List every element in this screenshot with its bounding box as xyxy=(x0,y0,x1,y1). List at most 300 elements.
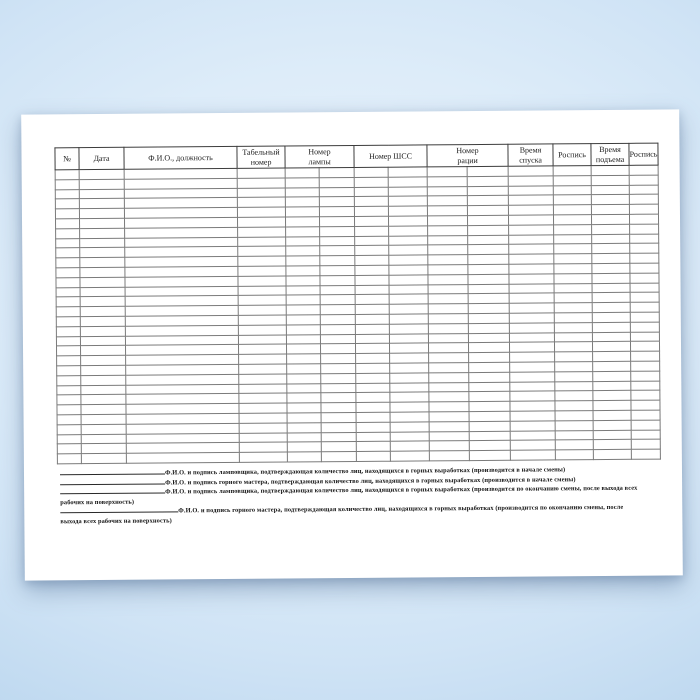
table-cell xyxy=(510,450,555,460)
table-cell xyxy=(79,179,124,189)
table-cell xyxy=(238,315,286,325)
table-cell xyxy=(554,283,592,293)
table-cell xyxy=(469,431,510,441)
footer-line-text: Ф.И.О. и подпись ламповщика, подтверждающая количество лиц, находящихся в горных выработках (производится по окончанию смены, после выхода всех рабочих на поверхность) xyxy=(60,484,638,506)
table-cell xyxy=(287,403,321,413)
table-cell xyxy=(57,385,81,395)
table-cell xyxy=(286,227,320,237)
table-cell xyxy=(389,255,428,265)
table-cell xyxy=(81,375,126,385)
column-header-signature-1: Роспись xyxy=(553,144,591,166)
table-cell xyxy=(389,216,428,226)
table-cell xyxy=(389,226,428,236)
table-cell xyxy=(321,412,356,422)
table-cell xyxy=(555,420,593,430)
table-cell xyxy=(81,414,126,424)
table-cell xyxy=(287,383,321,393)
shift-register-table xyxy=(54,143,661,465)
table-cell xyxy=(320,314,355,324)
table-cell xyxy=(469,450,510,460)
signature-blank-line xyxy=(60,489,165,495)
table-cell xyxy=(468,284,509,294)
table-cell xyxy=(429,343,469,353)
column-header-row-number: № xyxy=(55,148,79,170)
table-cell xyxy=(286,334,320,344)
table-cell xyxy=(80,297,125,307)
table-cell xyxy=(56,258,80,268)
table-cell xyxy=(468,264,509,274)
table-cell xyxy=(630,273,659,283)
table-cell xyxy=(319,197,354,207)
table-cell xyxy=(237,168,285,178)
table-cell xyxy=(238,227,286,237)
table-cell xyxy=(286,315,320,325)
table-cell xyxy=(591,175,629,185)
table-cell xyxy=(356,363,390,373)
column-header-descent-time: Время спуска xyxy=(508,144,553,166)
table-cell xyxy=(631,420,660,430)
table-cell xyxy=(80,267,125,277)
table-cell xyxy=(427,196,467,206)
table-cell xyxy=(592,302,630,312)
table-cell xyxy=(593,381,631,391)
table-cell xyxy=(238,286,286,296)
table-cell xyxy=(389,324,428,334)
table-cell xyxy=(591,165,629,175)
column-header-payroll-number: Табельный номер xyxy=(237,146,285,168)
table-cell xyxy=(81,385,126,395)
table-cell xyxy=(321,403,356,413)
table-cell xyxy=(81,355,126,365)
table-cell xyxy=(81,453,126,463)
table-cell xyxy=(57,395,81,405)
table-cell xyxy=(593,361,631,371)
table-cell xyxy=(320,344,355,354)
table-cell xyxy=(428,294,468,304)
column-header-shss-number: Номер ШСС xyxy=(354,145,427,168)
table-cell xyxy=(592,234,630,244)
table-cell xyxy=(286,276,320,286)
table-cell xyxy=(553,166,591,176)
table-cell xyxy=(469,382,510,392)
table-cell xyxy=(355,334,389,344)
table-cell xyxy=(593,420,631,430)
table-cell xyxy=(592,263,630,273)
table-cell xyxy=(555,342,593,352)
table-cell xyxy=(355,265,389,275)
table-cell xyxy=(389,235,428,245)
table-cell xyxy=(428,314,468,324)
table-cell xyxy=(55,209,79,219)
table-cell xyxy=(320,305,355,315)
table-cell xyxy=(468,313,509,323)
table-cell xyxy=(354,197,388,207)
table-cell xyxy=(469,392,510,402)
table-cell xyxy=(390,441,429,451)
table-cell xyxy=(592,273,630,283)
table-cell xyxy=(469,421,510,431)
table-cell xyxy=(237,197,285,207)
table-cell xyxy=(390,431,429,441)
table-cell xyxy=(286,256,320,266)
table-cell xyxy=(389,294,428,304)
table-cell xyxy=(592,283,630,293)
table-cell xyxy=(56,297,80,307)
table-cell xyxy=(79,208,124,218)
table-cell xyxy=(509,215,554,225)
table-cell xyxy=(320,285,355,295)
table-cell xyxy=(510,362,555,372)
table-cell xyxy=(390,382,429,392)
table-cell xyxy=(55,170,79,180)
table-cell xyxy=(239,354,287,364)
table-cell xyxy=(320,334,355,344)
table-cell xyxy=(555,430,593,440)
table-cell xyxy=(390,451,429,461)
table-cell xyxy=(510,440,555,450)
table-cell xyxy=(508,205,553,215)
table-cell xyxy=(630,243,659,253)
table-cell xyxy=(354,206,388,216)
table-cell xyxy=(319,167,354,177)
table-cell xyxy=(237,207,285,217)
table-cell xyxy=(287,442,321,452)
table-cell xyxy=(79,199,124,209)
table-cell xyxy=(356,393,390,403)
table-cell xyxy=(319,187,354,197)
table-cell xyxy=(429,431,469,441)
table-cell xyxy=(81,365,126,375)
table-cell xyxy=(321,422,356,432)
footer-line-text: Ф.И.О. и подпись ламповщика, подтверждающая количество лиц, находящихся в горных выработках (производится в начале смены) xyxy=(164,466,566,477)
table-cell xyxy=(390,422,429,432)
table-cell xyxy=(629,194,658,204)
table-cell xyxy=(321,432,356,442)
column-header-name-position: Ф.И.О., должность xyxy=(124,146,237,169)
table-cell xyxy=(428,255,468,265)
table-cell xyxy=(287,364,321,374)
table-cell xyxy=(429,372,469,382)
table-cell xyxy=(356,451,390,461)
table-cell xyxy=(321,354,356,364)
table-cell xyxy=(630,302,659,312)
table-cell xyxy=(591,185,629,195)
table-cell xyxy=(320,226,355,236)
table-cell xyxy=(429,353,469,363)
table-cell xyxy=(237,188,285,198)
table-cell xyxy=(554,254,592,264)
signature-blank-line xyxy=(60,479,165,485)
table-cell xyxy=(593,342,631,352)
table-cell xyxy=(428,323,468,333)
table-cell xyxy=(239,374,287,384)
table-cell xyxy=(390,353,429,363)
table-cell xyxy=(56,277,80,287)
table-cell xyxy=(469,343,510,353)
table-cell xyxy=(631,439,660,449)
table-cell xyxy=(238,305,286,315)
table-cell xyxy=(553,195,591,205)
table-cell xyxy=(320,246,355,256)
table-cell xyxy=(427,167,467,177)
table-cell xyxy=(510,381,555,391)
table-cell xyxy=(356,402,390,412)
table-cell xyxy=(287,422,321,432)
table-cell xyxy=(509,264,554,274)
table-cell xyxy=(630,253,659,263)
table-cell xyxy=(468,294,509,304)
table-cell xyxy=(286,344,320,354)
signature-captions xyxy=(60,465,638,527)
table-cell xyxy=(80,346,125,356)
table-cell xyxy=(319,207,354,217)
table-cell xyxy=(80,248,125,258)
table-cell xyxy=(592,312,630,322)
table-cell xyxy=(56,228,80,238)
table-cell xyxy=(593,440,631,450)
table-cell xyxy=(355,255,389,265)
table-cell xyxy=(81,404,126,414)
table-cell xyxy=(553,205,591,215)
table-cell xyxy=(427,186,467,196)
footer-line-text: Ф.И.О. и подпись горного мастера, подтверждающая количество лиц, находящихся в горных выработках (производится в начале смены) xyxy=(165,475,576,486)
table-cell xyxy=(593,351,631,361)
table-cell xyxy=(389,275,428,285)
table-cell xyxy=(629,165,658,175)
table-cell xyxy=(56,307,80,317)
table-cell xyxy=(429,363,469,373)
table-cell xyxy=(356,353,390,363)
table-cell xyxy=(354,177,388,187)
table-cell xyxy=(239,413,287,423)
table-cell xyxy=(388,167,427,177)
table-cell xyxy=(593,430,631,440)
table-cell xyxy=(287,432,321,442)
table-cell xyxy=(389,304,428,314)
table-cell xyxy=(591,205,629,215)
table-cell xyxy=(509,254,554,264)
table-cell xyxy=(285,187,319,197)
table-cell xyxy=(508,166,553,176)
table-cell xyxy=(126,452,239,463)
table-cell xyxy=(630,312,659,322)
table-cell xyxy=(355,285,389,295)
table-cell xyxy=(389,333,428,343)
table-cell xyxy=(429,441,469,451)
table-cell xyxy=(630,332,659,342)
table-cell xyxy=(428,265,468,275)
table-cell xyxy=(467,196,508,206)
table-cell xyxy=(239,384,287,394)
table-cell xyxy=(355,226,389,236)
table-cell xyxy=(510,430,555,440)
table-cell xyxy=(388,196,427,206)
table-cell xyxy=(355,236,389,246)
table-cell xyxy=(553,185,591,195)
table-cell xyxy=(320,256,355,266)
table-cell xyxy=(554,322,592,332)
table-cell xyxy=(356,442,390,452)
table-cell xyxy=(555,391,593,401)
table-cell xyxy=(285,178,319,188)
table-cell xyxy=(57,356,81,366)
table-cell xyxy=(630,234,659,244)
table-cell xyxy=(630,292,659,302)
table-cell xyxy=(320,275,355,285)
table-cell xyxy=(356,383,390,393)
table-cell xyxy=(286,285,320,295)
table-cell xyxy=(555,371,593,381)
table-cell xyxy=(468,274,509,284)
table-cell xyxy=(592,214,630,224)
table-cell xyxy=(390,402,429,412)
table-cell xyxy=(389,265,428,275)
signature-blank-line xyxy=(60,508,178,514)
table-cell xyxy=(57,454,81,464)
table-cell xyxy=(593,410,631,420)
table-cell xyxy=(592,293,630,303)
table-cell xyxy=(509,283,554,293)
table-cell xyxy=(428,304,468,314)
document-sheet xyxy=(21,109,683,580)
column-header-date: Дата xyxy=(79,147,124,169)
table-cell xyxy=(390,373,429,383)
table-cell xyxy=(320,236,355,246)
table-cell xyxy=(388,177,427,187)
table-cell xyxy=(427,176,467,186)
table-cell xyxy=(509,274,554,284)
table-cell xyxy=(57,434,81,444)
table-cell xyxy=(428,225,468,235)
table-cell xyxy=(509,234,554,244)
table-cell xyxy=(510,342,555,352)
table-cell xyxy=(510,411,555,421)
table-cell xyxy=(554,273,592,283)
table-cell xyxy=(509,323,554,333)
table-cell xyxy=(555,401,593,411)
table-cell xyxy=(356,344,390,354)
table-cell xyxy=(238,266,286,276)
table-cell xyxy=(287,393,321,403)
table-cell xyxy=(428,284,468,294)
table-cell xyxy=(555,450,593,460)
table-cell xyxy=(80,277,125,287)
table-cell xyxy=(388,206,427,216)
table-cell xyxy=(354,167,388,177)
table-cell xyxy=(591,195,629,205)
table-cell xyxy=(238,276,286,286)
table-cell xyxy=(285,207,319,217)
table-cell xyxy=(429,451,469,461)
table-cell xyxy=(355,314,389,324)
table-cell xyxy=(468,215,509,225)
table-cell xyxy=(238,325,286,335)
table-cell xyxy=(631,371,660,381)
table-cell xyxy=(508,176,553,186)
table-cell xyxy=(321,442,356,452)
table-cell xyxy=(468,254,509,264)
table-cell xyxy=(286,295,320,305)
table-cell xyxy=(510,391,555,401)
table-cell xyxy=(55,189,79,199)
table-cell xyxy=(630,214,659,224)
table-cell xyxy=(593,400,631,410)
table-cell xyxy=(429,392,469,402)
table-cell xyxy=(592,322,630,332)
table-cell xyxy=(56,268,80,278)
table-cell xyxy=(57,375,81,385)
table-cell xyxy=(593,391,631,401)
signature-blank-line xyxy=(60,469,165,475)
table-cell xyxy=(238,246,286,256)
table-cell xyxy=(286,246,320,256)
table-cell xyxy=(56,317,80,327)
table-cell xyxy=(55,179,79,189)
table-cell xyxy=(631,400,660,410)
table-cell xyxy=(238,335,286,345)
table-cell xyxy=(56,336,80,346)
table-cell xyxy=(429,412,469,422)
table-cell xyxy=(631,390,660,400)
table-cell xyxy=(555,440,593,450)
table-cell xyxy=(427,206,467,216)
table-cell xyxy=(80,287,125,297)
table-cell xyxy=(592,253,630,263)
table-cell xyxy=(57,346,81,356)
table-cell xyxy=(630,224,659,234)
table-cell xyxy=(80,257,125,267)
table-cell xyxy=(429,402,469,412)
table-cell xyxy=(56,238,80,248)
table-cell xyxy=(355,304,389,314)
table-cell xyxy=(630,263,659,273)
table-cell xyxy=(355,246,389,256)
table-cell xyxy=(239,433,287,443)
table-cell xyxy=(80,316,125,326)
table-cell xyxy=(469,411,510,421)
table-cell xyxy=(238,295,286,305)
table-cell xyxy=(554,332,592,342)
table-cell xyxy=(321,393,356,403)
table-cell xyxy=(510,372,555,382)
table-cell xyxy=(320,265,355,275)
column-header-lamp-number: Номер лампы xyxy=(285,145,354,168)
table-cell xyxy=(287,373,321,383)
table-cell xyxy=(554,224,592,234)
table-cell xyxy=(81,444,126,454)
table-cell xyxy=(631,351,660,361)
table-cell xyxy=(555,362,593,372)
table-cell xyxy=(469,362,510,372)
table-cell xyxy=(80,306,125,316)
table-cell xyxy=(237,178,285,188)
document-content xyxy=(54,143,661,527)
table-cell xyxy=(389,284,428,294)
table-cell xyxy=(55,199,79,209)
table-cell xyxy=(429,421,469,431)
table-cell xyxy=(554,313,592,323)
table-cell xyxy=(428,235,468,245)
table-cell xyxy=(468,333,509,343)
table-cell xyxy=(631,381,660,391)
table-cell xyxy=(238,344,286,354)
table-cell xyxy=(287,452,321,462)
table-cell xyxy=(354,187,388,197)
table-cell xyxy=(356,412,390,422)
table-cell xyxy=(428,216,468,226)
table-cell xyxy=(56,287,80,297)
table-cell xyxy=(629,175,658,185)
